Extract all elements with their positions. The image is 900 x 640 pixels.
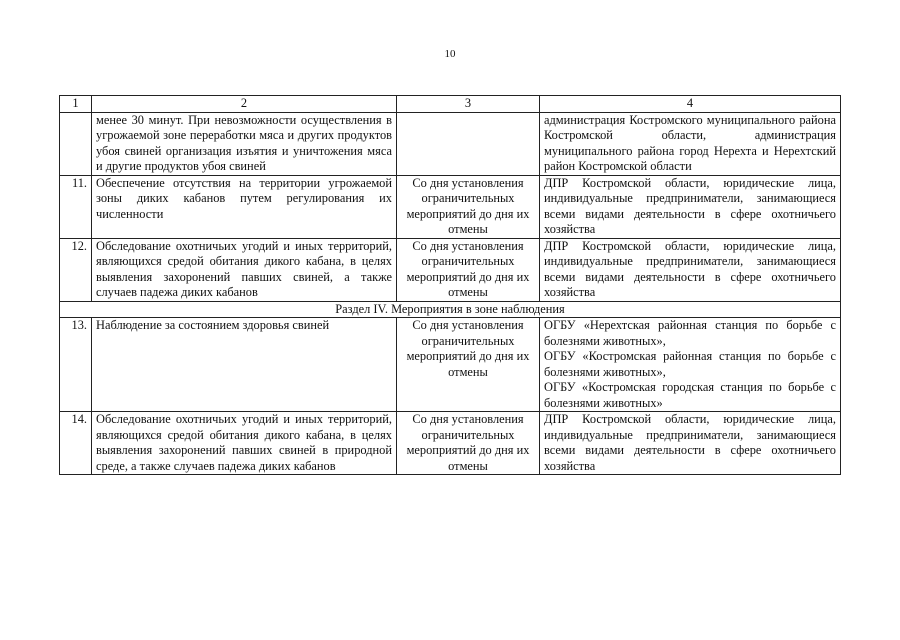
table-header-row bbox=[60, 96, 841, 113]
table-row bbox=[60, 112, 841, 175]
deadline-cell: Со дня установления ограничительных мероприятий до дня их отмены bbox=[397, 238, 540, 301]
page-number: 10 bbox=[444, 48, 456, 60]
responsible-cell: ДПР Костромской области, юридические лица, индивидуальные предприниматели, занимающиеся всеми видами деятельности в сфере охотничьего хозяйства bbox=[540, 175, 841, 238]
table-row bbox=[60, 175, 841, 238]
section-title: Раздел IV. Мероприятия в зоне наблюдения bbox=[60, 301, 841, 318]
table-row bbox=[60, 412, 841, 475]
header-col-3: 3 bbox=[397, 96, 540, 113]
header-col-4: 4 bbox=[540, 96, 841, 113]
row-number: 12. bbox=[60, 238, 92, 301]
responsible-org: ОГБУ «Нерехтская районная станция по борьбе с болезнями животных», bbox=[544, 318, 836, 348]
measure-cell: менее 30 минут. При невозможности осуществления в угрожаемой зоне переработки мяса и других продуктов убоя свиней организация изъятия и уничтожения мяса и другие продуктов убоя свиней bbox=[92, 112, 397, 175]
table-row bbox=[60, 318, 841, 412]
responsible-org: ОГБУ «Костромская районная станция по борьбе с болезнями животных», bbox=[544, 349, 836, 379]
measure-cell: Обследование охотничьих угодий и иных территорий, являющихся средой обитания дикого кабана, в целях выявления захоронений павших свиней, а также случаев падежа диких кабанов bbox=[92, 238, 397, 301]
row-number: 14. bbox=[60, 412, 92, 475]
responsible-cell: ДПР Костромской области, юридические лица, индивидуальные предприниматели, занимающиеся всеми видами деятельности в сфере охотничьего хозяйства bbox=[540, 412, 841, 475]
deadline-cell: Со дня установления ограничительных мероприятий до дня их отмены bbox=[397, 318, 540, 412]
deadline-cell: Со дня установления ограничительных мероприятий до дня их отмены bbox=[397, 175, 540, 238]
measures-table bbox=[59, 95, 841, 475]
measure-cell: Наблюдение за состоянием здоровья свиней bbox=[92, 318, 397, 412]
responsible-org: ОГБУ «Костромская городская станция по борьбе с болезнями животных» bbox=[544, 380, 836, 410]
row-number: 11. bbox=[60, 175, 92, 238]
deadline-cell bbox=[397, 112, 540, 175]
deadline-cell: Со дня установления ограничительных мероприятий до дня их отмены bbox=[397, 412, 540, 475]
row-number bbox=[60, 112, 92, 175]
row-number: 13. bbox=[60, 318, 92, 412]
header-col-1: 1 bbox=[60, 96, 92, 113]
measure-cell: Обследование охотничьих угодий и иных территорий, являющихся средой обитания дикого кабана, в целях выявления захоронений павших свиней в природной среде, а также случаев падежа диких кабанов bbox=[92, 412, 397, 475]
responsible-cell: администрация Костромского муниципального района Костромской области, администрация муниципального района город Нерехта и Нерехтский район Костромской области bbox=[540, 112, 841, 175]
table-row bbox=[60, 238, 841, 301]
section-row bbox=[60, 301, 841, 318]
responsible-cell bbox=[540, 318, 841, 412]
header-col-2: 2 bbox=[92, 96, 397, 113]
responsible-cell: ДПР Костромской области, юридические лица, индивидуальные предприниматели, занимающиеся всеми видами деятельности в сфере охотничьего хозяйства bbox=[540, 238, 841, 301]
measure-cell: Обеспечение отсутствия на территории угрожаемой зоны диких кабанов путем регулирования их численности bbox=[92, 175, 397, 238]
